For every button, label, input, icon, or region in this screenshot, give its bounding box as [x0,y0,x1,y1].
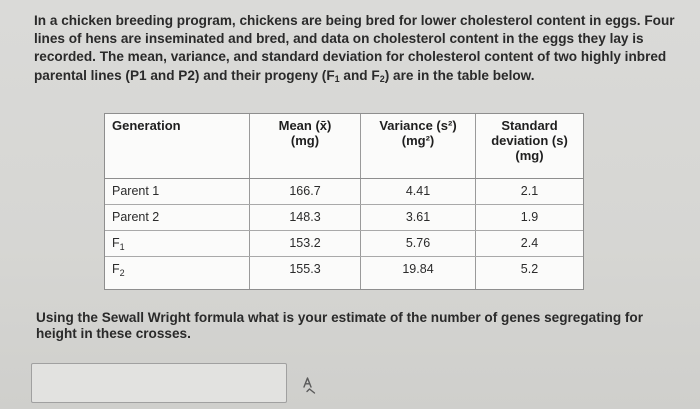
cell-mean: 148.3 [250,205,361,230]
cell-mean: 166.7 [250,179,361,204]
cholesterol-table [104,113,584,290]
gen-text: Parent 1 [112,184,160,198]
table-row [105,257,583,289]
question-line: height in these crosses. [36,326,191,341]
header-generation: Generation [105,114,250,178]
table-row [105,231,583,257]
intro-paragraph [34,12,686,88]
header-variance-line2: (mg²) [401,133,435,148]
intro-subscript: 2 [379,73,385,84]
table-row [105,205,583,231]
table-header-row [105,114,583,179]
gen-subscript: 1 [119,242,125,252]
spellcheck-icon[interactable] [300,376,316,394]
header-mean-line1: Mean (x̄) [278,118,332,133]
cell-sd: 5.2 [520,262,539,276]
header-sd-line1: Standard [501,118,558,133]
intro-subscript: 1 [334,73,340,84]
cell-sd: 2.4 [520,236,539,250]
cell-variance: 5.76 [361,231,476,256]
cell-generation [105,231,250,256]
header-mean-line2: (mg) [290,133,320,148]
cell-sd: 1.9 [520,210,539,224]
cell-variance: 3.61 [361,205,476,230]
cell-mean: 155.3 [250,257,361,289]
intro-text: parental lines (P1 and P2) and their progeny (F [34,67,335,83]
gen-text: F [112,236,120,250]
intro-line: In a chicken breeding program, chickens are being bred for lower cholesterol content in eggs. Four [34,13,675,28]
header-mean [250,114,361,178]
cell-generation [105,179,250,204]
header-variance-line1: Variance (s²) [379,118,457,133]
header-sd-line3: (mg) [515,148,544,163]
intro-text: and F [339,67,380,83]
intro-line: recorded. The mean, variance, and standard deviation for cholesterol content of two highly inbred [34,49,667,65]
question-line: Using the Sewall Wright formula what is your estimate of the number of genes segregating for [36,310,644,325]
intro-text: ) are in the table below. [384,67,535,83]
gen-text: Parent 2 [112,210,160,224]
intro-line [34,67,686,88]
cell-sd: 2.1 [520,184,539,198]
cell-variance: 19.84 [361,257,476,289]
answer-input[interactable] [31,363,287,403]
gen-text: F [112,262,120,276]
header-variance [361,114,476,178]
header-sd [476,114,583,178]
table-row [105,179,583,205]
cell-generation [105,205,250,230]
cell-variance: 4.41 [361,179,476,204]
cell-mean: 153.2 [250,231,361,256]
question-prompt [36,310,686,342]
header-sd-line2: deviation (s) [491,133,568,148]
intro-line: lines of hens are inseminated and bred, and data on cholesterol content in the eggs they lay is [34,31,644,47]
gen-subscript: 2 [119,268,125,278]
cell-generation [105,257,250,289]
